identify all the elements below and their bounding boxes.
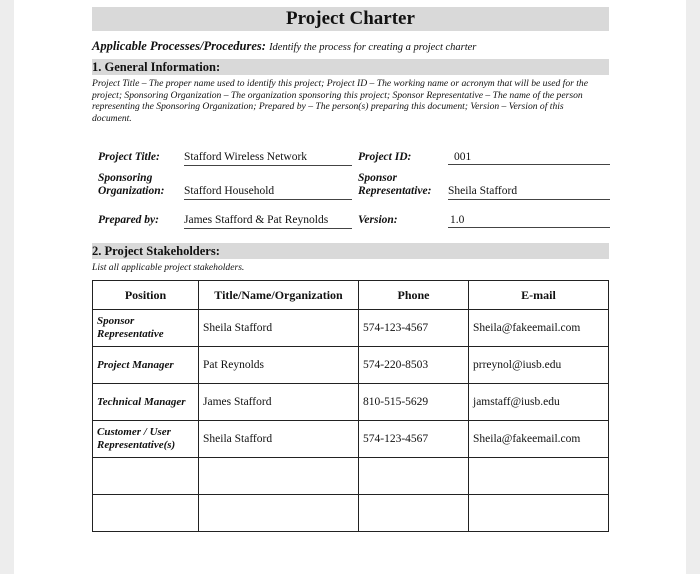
stakeholders-note: List all applicable project stakeholders. — [92, 262, 245, 273]
cell-name: Sheila Stafford — [199, 421, 359, 458]
table-row — [93, 495, 609, 532]
column-header-phone: Phone — [359, 281, 469, 310]
cell-email: prreynol@iusb.edu — [469, 347, 609, 384]
version-value: 1.0 — [448, 213, 610, 228]
page-title: Project Charter — [92, 7, 609, 31]
sponsor-rep-label-line1: Sponsor — [358, 172, 397, 184]
cell-position — [93, 458, 199, 495]
cell-email: Sheila@fakeemail.com — [469, 421, 609, 458]
general-info-description: Project Title – The proper name used to identify this project; Project ID – The working name or acronym that will be used for the project; Sponsoring Organization – The organization sponsoring this project; Sponsor Representative – The name of the person representing the Sponsoring Organization; Prepared by – The person(s) preparing this document; Version – Version of this document. — [92, 78, 588, 124]
project-title-value: Stafford Wireless Network — [184, 150, 352, 166]
cell-phone — [359, 458, 469, 495]
column-header-name: Title/Name/Organization — [199, 281, 359, 310]
sponsoring-org-label-line2: Organization: — [98, 185, 165, 197]
cell-phone: 574-123-4567 — [359, 421, 469, 458]
cell-phone: 574-123-4567 — [359, 310, 469, 347]
table-row — [93, 310, 609, 347]
project-id-value: 001 — [448, 150, 610, 165]
table-row — [93, 384, 609, 421]
stakeholders-table — [92, 280, 609, 532]
cell-phone: 810-515-5629 — [359, 384, 469, 421]
cell-phone: 574-220-8503 — [359, 347, 469, 384]
cell-name: James Stafford — [199, 384, 359, 421]
column-header-email: E-mail — [469, 281, 609, 310]
cell-position: Technical Manager — [93, 384, 199, 421]
project-title-label: Project Title: — [98, 151, 160, 163]
cell-name: Pat Reynolds — [199, 347, 359, 384]
table-row — [93, 421, 609, 458]
cell-name — [199, 458, 359, 495]
sponsor-rep-label — [358, 172, 431, 198]
sponsor-rep-label-line2: Representative: — [358, 185, 432, 197]
cell-email: Sheila@fakeemail.com — [469, 310, 609, 347]
stakeholders-heading: 2. Project Stakeholders: — [92, 243, 609, 259]
project-id-label: Project ID: — [358, 151, 412, 163]
prepared-by-value: James Stafford & Pat Reynolds — [184, 213, 352, 229]
prepared-by-label: Prepared by: — [98, 214, 159, 226]
cell-position: Sponsor Representative — [93, 310, 199, 347]
column-header-position: Position — [93, 281, 199, 310]
general-info-heading: 1. General Information: — [92, 59, 609, 75]
applicable-label: Applicable Processes/Procedures: — [92, 39, 266, 53]
cell-position: Customer / User Representative(s) — [93, 421, 199, 458]
sponsor-rep-value: Sheila Stafford — [448, 184, 610, 200]
cell-email — [469, 458, 609, 495]
applicable-processes — [92, 38, 612, 56]
table-row — [93, 458, 609, 495]
cell-position — [93, 495, 199, 532]
sponsoring-org-label-line1: Sponsoring — [98, 172, 153, 184]
cell-position: Project Manager — [93, 347, 199, 384]
version-label: Version: — [358, 214, 398, 226]
cell-email — [469, 495, 609, 532]
applicable-text: Identify the process for creating a project charter — [269, 42, 477, 53]
cell-email: jamstaff@iusb.edu — [469, 384, 609, 421]
sponsoring-org-label — [98, 172, 164, 198]
cell-name: Sheila Stafford — [199, 310, 359, 347]
table-header-row — [93, 281, 609, 310]
table-row — [93, 347, 609, 384]
cell-phone — [359, 495, 469, 532]
sponsoring-org-value: Stafford Household — [184, 184, 352, 200]
cell-name — [199, 495, 359, 532]
